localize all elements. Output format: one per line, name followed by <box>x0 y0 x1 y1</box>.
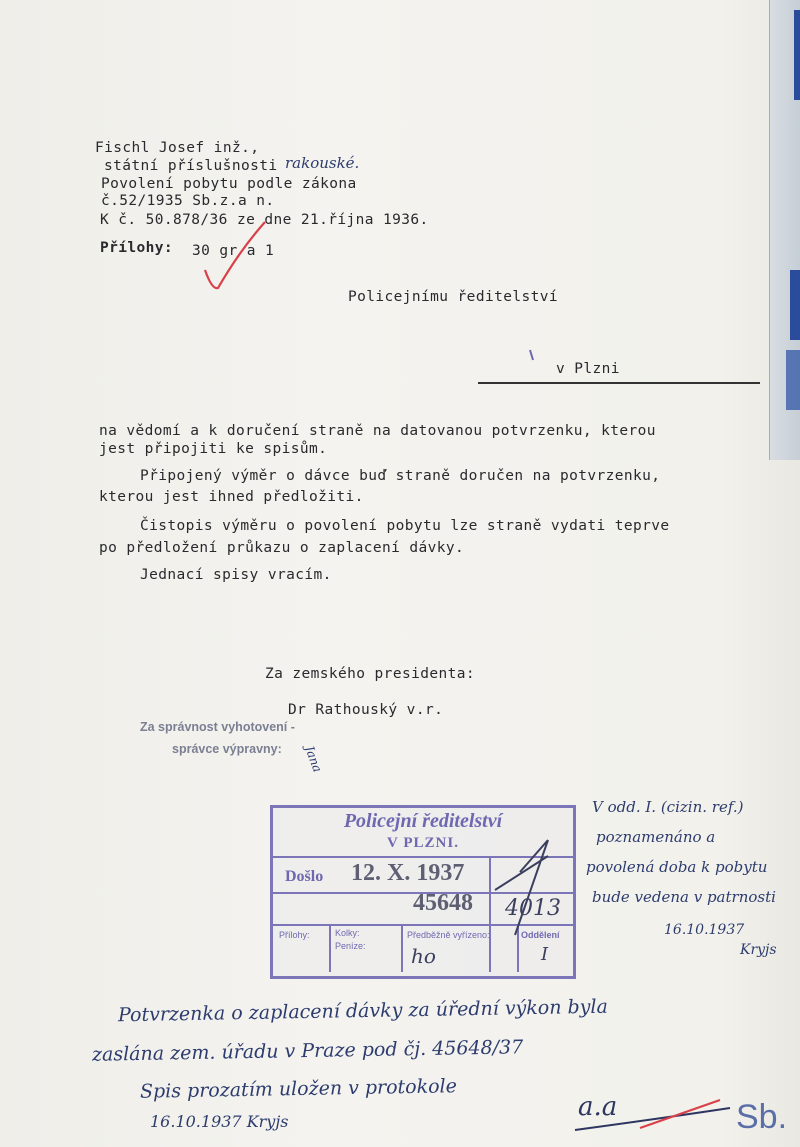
body-line: na vědomí a k doručení straně na datovanou potvrzenku, kterou <box>99 423 656 439</box>
handwritten-number: 4013 <box>505 896 561 921</box>
body-line: Čistopis výměru o povolení pobytu lze straně vydati teprve <box>140 518 670 534</box>
stamp-initials: Jana <box>302 743 325 775</box>
received-date: 12. X. 1937 <box>351 860 465 886</box>
stamp-initials-handwritten: ho <box>411 944 436 968</box>
received-label: Došlo <box>285 868 324 885</box>
stamp-header: Policejní ředitelství <box>343 810 503 832</box>
addressee-line1: Policejnímu ředitelství <box>348 289 558 305</box>
stamp-subheader: V PLZNI. <box>387 835 459 851</box>
body-line: kterou jest ihned předložiti. <box>99 489 364 505</box>
stamp-cell: Kolky: <box>335 928 360 938</box>
handwritten-bottom-date: 16.10.1937 Kryjs <box>150 1112 289 1131</box>
handwritten-nationality: rakouské. <box>285 154 360 172</box>
body-line: Jednací spisy vracím. <box>140 567 332 583</box>
header-line-law: č.52/1935 Sb.z.a n. <box>101 193 275 209</box>
addressee-line2: v Plzni <box>556 361 620 377</box>
header-line-subject: Povolení pobytu podle zákona <box>101 176 357 192</box>
attachments-value: 30 gr a 1 <box>192 243 275 259</box>
stamp-cell: Přílohy: <box>279 930 310 940</box>
bottom-underline-stroke <box>575 1108 730 1130</box>
attachments-label: Přílohy: <box>100 240 174 256</box>
correctness-stamp-line2: správce výpravny: <box>172 742 282 756</box>
body-line: po předložení průkazu o zaplacení dávky. <box>99 540 465 556</box>
handwritten-note-date: 16.10.1937 <box>664 922 745 938</box>
header-line-name: Fischl Josef inž., <box>95 140 260 156</box>
handwritten-bottom-line: Potvrzenka o zaplacení dávky za úřední výkon byla <box>117 995 609 1027</box>
signature-title: Za zemského presidenta: <box>265 666 475 682</box>
stamp-cell: Oddělení <box>521 930 560 940</box>
handwritten-bottom-line: zaslána zem. úřadu v Praze pod čj. 45648/37 <box>91 1036 524 1066</box>
handwritten-note-signature: Kryjs <box>740 942 777 958</box>
bottom-initials: a.a <box>578 1092 618 1122</box>
handwritten-note-line: bude vedena v patrnosti <box>592 888 776 906</box>
handwritten-note-line: povolená doba k pobytu <box>586 858 768 876</box>
header-line-reference: K č. 50.878/36 ze dne 21.října 1936. <box>100 212 429 228</box>
department-number: I <box>541 944 549 965</box>
handwritten-note-line: V odd. I. (cizin. ref.) <box>592 798 744 816</box>
ink-tick <box>530 350 533 360</box>
red-cross-stroke <box>640 1100 720 1128</box>
header-line-nationality: státní příslušnosti <box>104 158 278 174</box>
stamp-cell: Předběžně vyřízeno: <box>407 930 490 940</box>
correctness-stamp-line1: Za správnost vyhotovení - <box>140 720 295 734</box>
red-check-mark <box>205 222 265 288</box>
body-line: jest připojiti ke spisům. <box>99 441 328 457</box>
stamp-cell: Peníze: <box>335 941 366 951</box>
body-line: Připojený výměr o dávce buď straně doručen na potvrzenku, <box>140 468 661 484</box>
handwritten-bottom-line: Spis prozatím uložen v protokole <box>139 1075 458 1103</box>
sb-stamp: Sb. <box>736 1098 788 1136</box>
handwritten-slash <box>495 840 548 935</box>
handwritten-note-line: poznamenáno a <box>596 828 716 846</box>
registry-number: 45648 <box>413 890 473 916</box>
signature-name: Dr Rathouský v.r. <box>288 702 444 718</box>
